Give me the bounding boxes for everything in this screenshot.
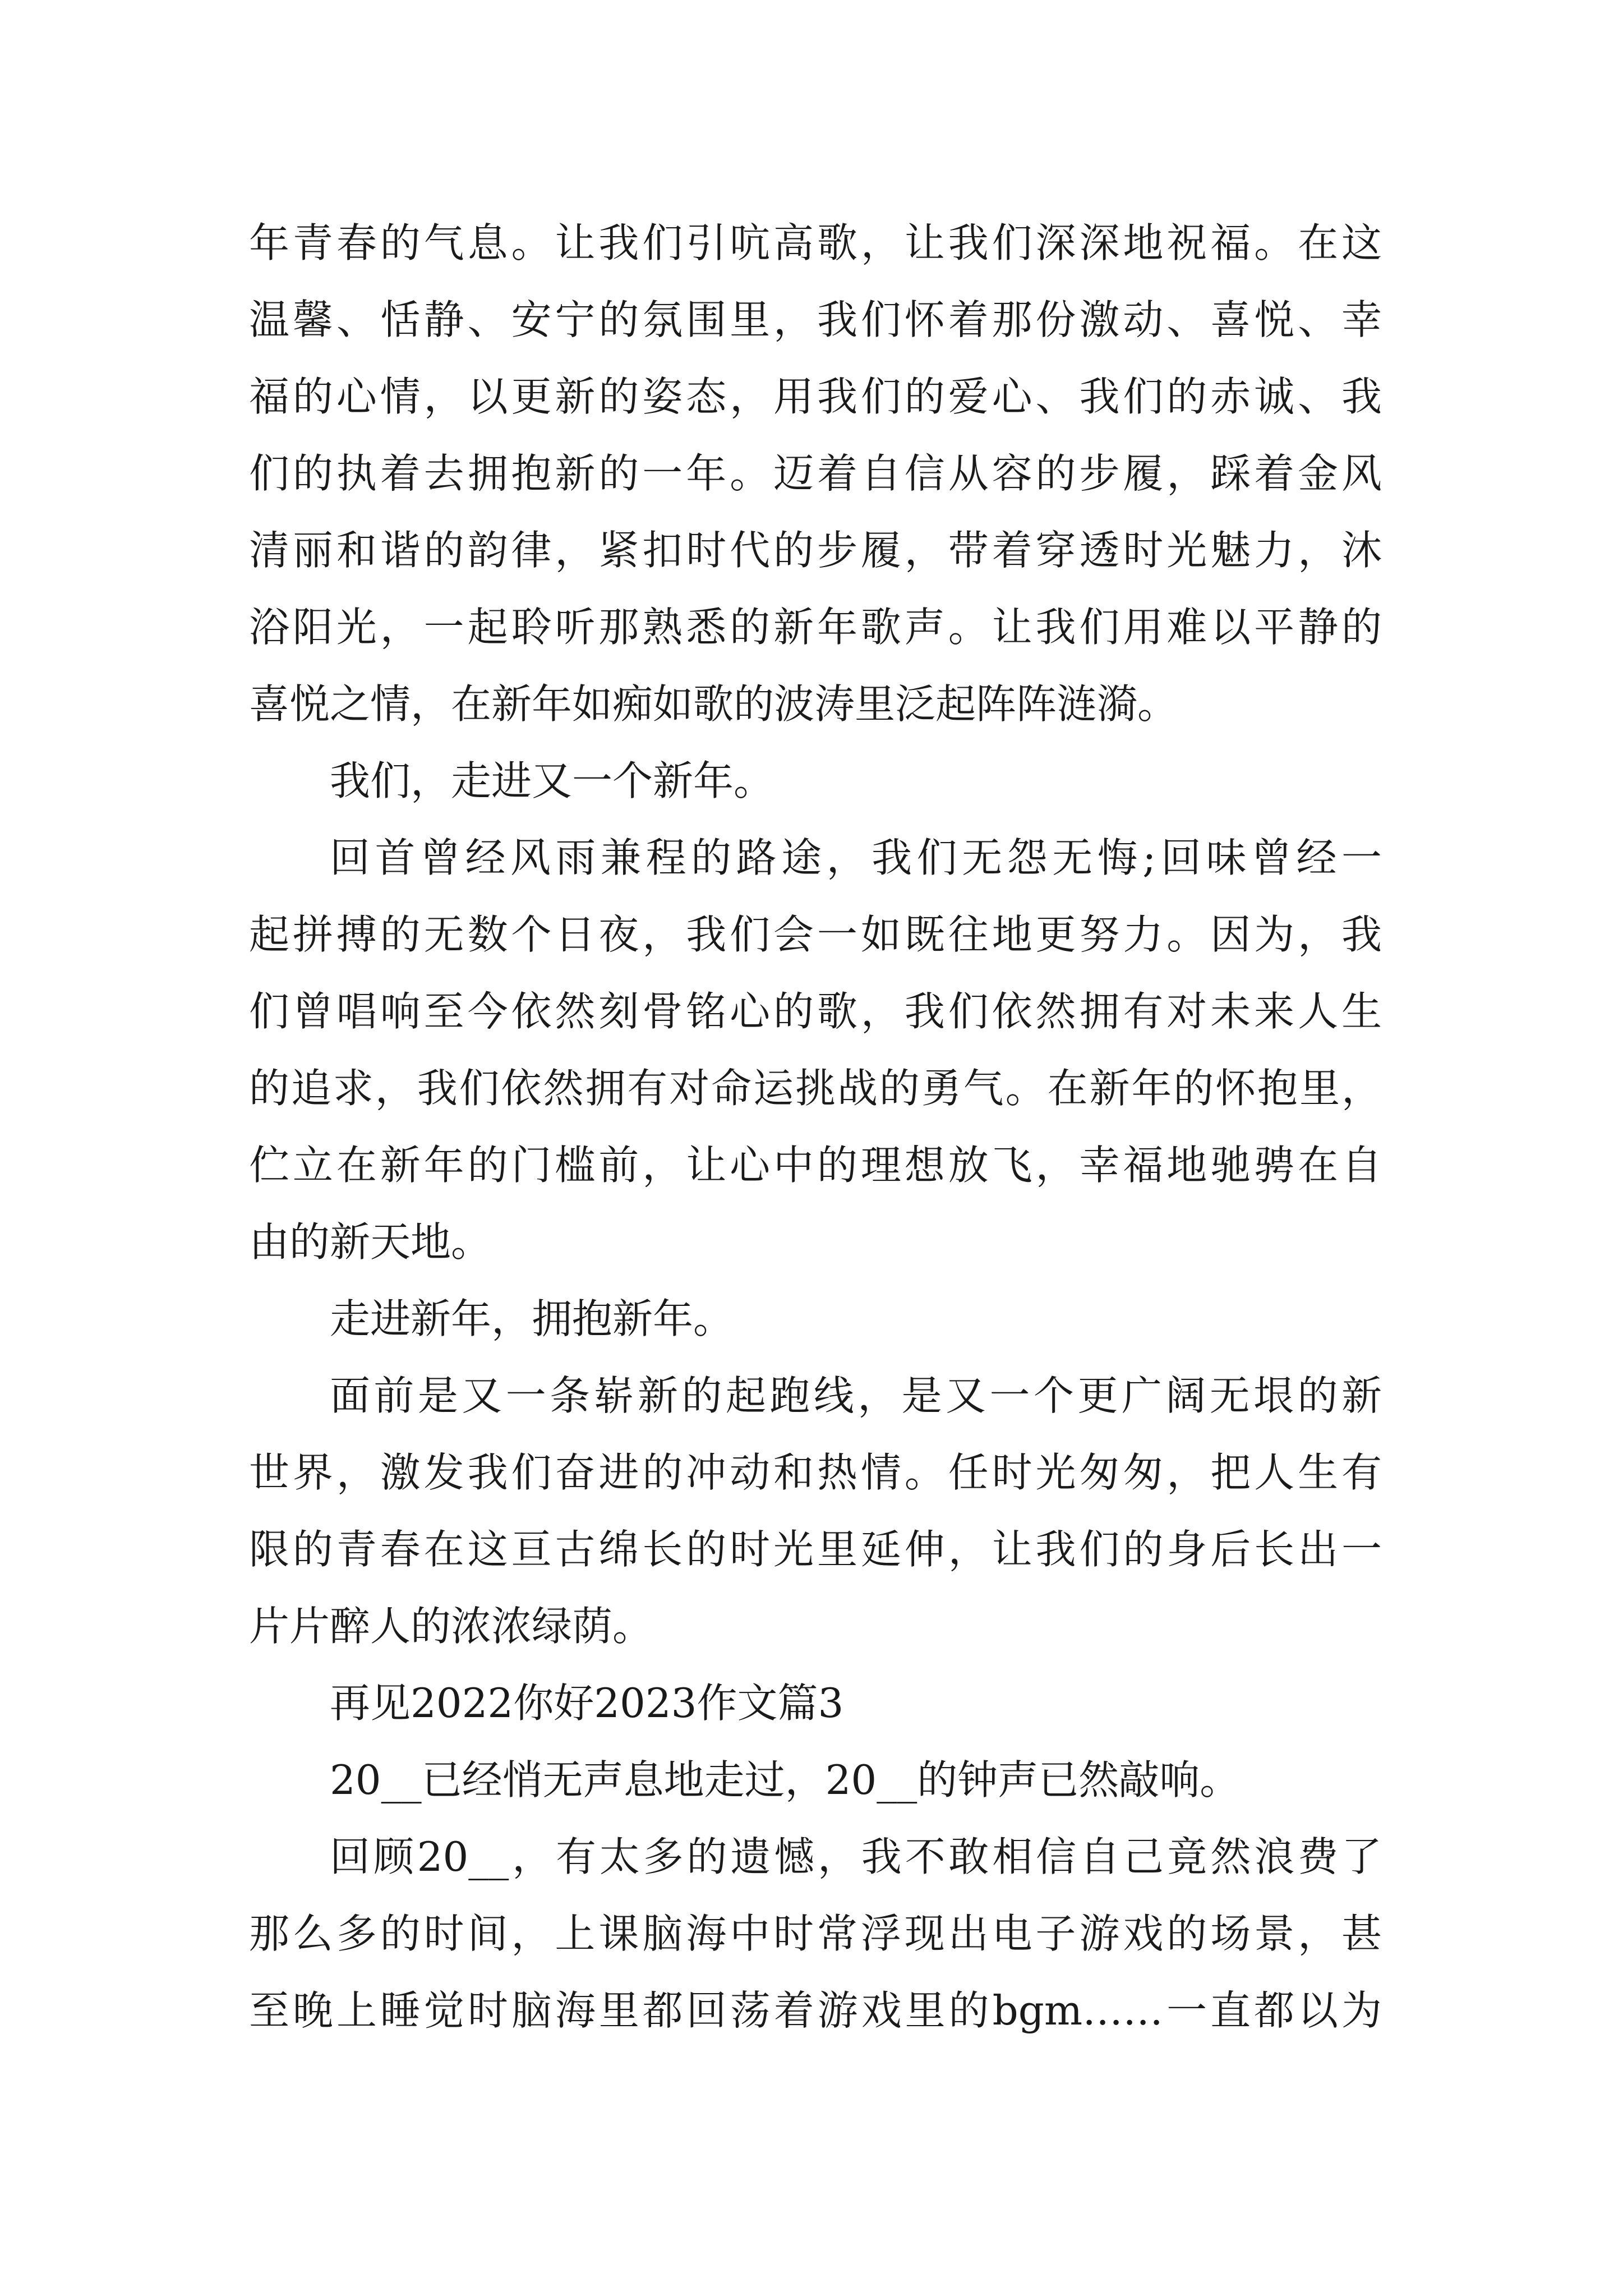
text-line: 至晚上睡觉时脑海里都回荡着游戏里的bgm……一直都以为	[249, 1987, 1382, 2034]
text-line: 福的心情，以更新的姿态，用我们的爱心、我们的赤诚、我	[249, 373, 1382, 420]
text-line: 走进新年，拥抱新年。	[330, 1295, 734, 1342]
text-line: 世界，激发我们奋进的冲动和热情。任时光匆匆，把人生有	[249, 1449, 1382, 1496]
section-heading: 再见2022你好2023作文篇3	[330, 1680, 844, 1727]
text-line: 由的新天地。	[249, 1218, 492, 1266]
text-line: 20__已经悄无声息地走过，20__的钟声已然敲响。	[330, 1756, 1241, 1803]
text-line: 浴阳光，一起聆听那熟悉的新年歌声。让我们用难以平静的	[249, 604, 1382, 651]
text-line: 喜悦之情，在新年如痴如歌的波涛里泛起阵阵涟漪。	[249, 680, 1178, 728]
text-line: 回顾20__，有太多的遗憾，我不敢相信自己竟然浪费了	[330, 1833, 1382, 1880]
text-line: 那么多的时间，上课脑海中时常浮现出电子游戏的场景，甚	[249, 1910, 1382, 1957]
text-line: 我们，走进又一个新年。	[330, 757, 774, 804]
text-line: 们的执着去拥抱新的一年。迈着自信从容的步履，踩着金风	[249, 450, 1382, 497]
document-body	[249, 205, 1382, 2049]
text-line: 们曾唱响至今依然刻骨铭心的歌，我们依然拥有对未来人生	[249, 988, 1382, 1035]
text-line: 面前是又一条崭新的起跑线，是又一个更广阔无垠的新	[330, 1372, 1382, 1419]
text-line: 清丽和谐的韵律，紧扣时代的步履，带着穿透时光魅力，沐	[249, 527, 1382, 574]
text-line: 温馨、恬静、安宁的氛围里，我们怀着那份激动、喜悦、幸	[249, 296, 1382, 343]
text-line: 限的青春在这亘古绵长的时光里延伸，让我们的身后长出一	[249, 1526, 1382, 1573]
text-line: 伫立在新年的门槛前，让心中的理想放飞，幸福地驰骋在自	[249, 1142, 1382, 1189]
text-line: 年青春的气息。让我们引吭高歌，让我们深深地祝福。在这	[249, 219, 1382, 266]
text-line: 的追求，我们依然拥有对命运挑战的勇气。在新年的怀抱里，	[249, 1065, 1382, 1112]
text-line: 起拼搏的无数个日夜，我们会一如既往地更努力。因为，我	[249, 911, 1382, 958]
text-line: 回首曾经风雨兼程的路途，我们无怨无悔;回味曾经一	[330, 834, 1382, 881]
text-line: 片片醉人的浓浓绿荫。	[249, 1603, 653, 1650]
